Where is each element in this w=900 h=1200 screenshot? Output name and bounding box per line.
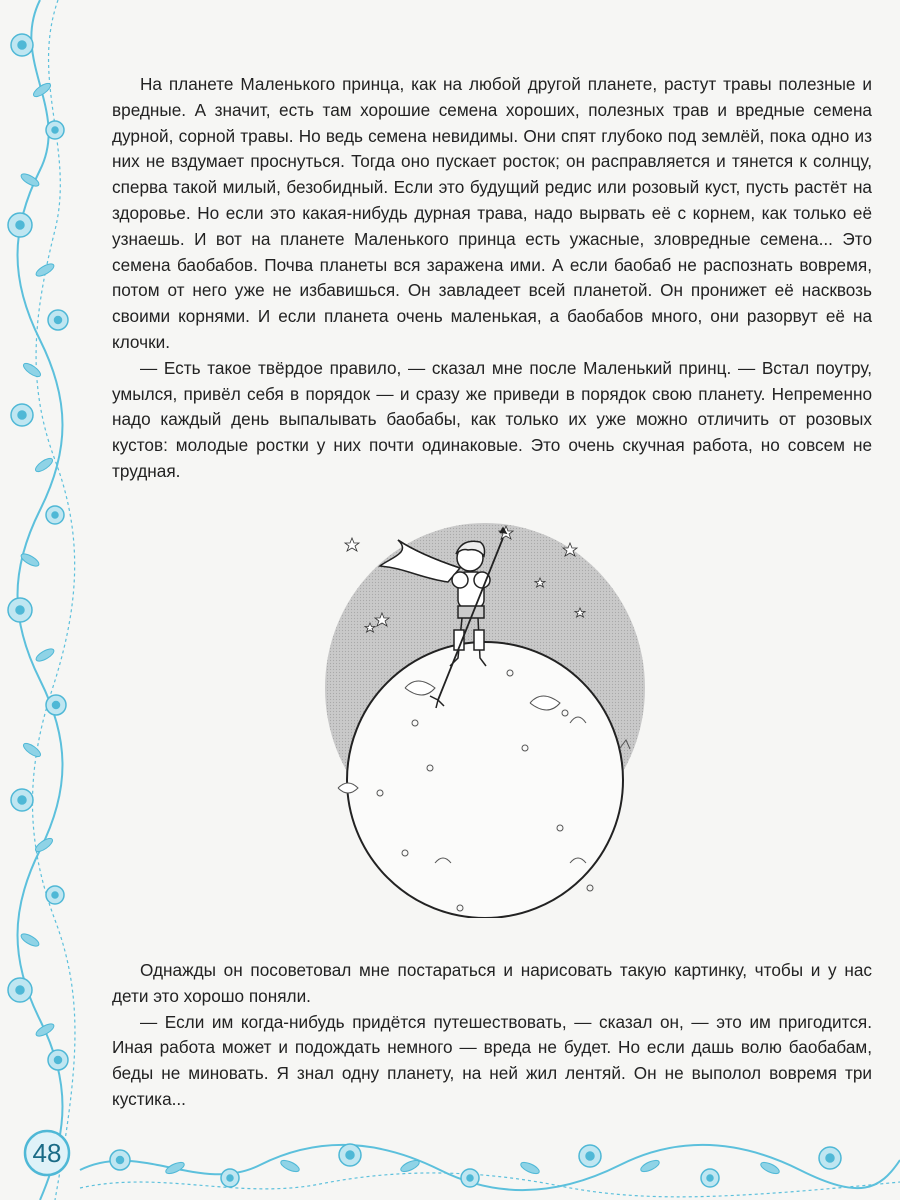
text-block-top	[112, 72, 872, 485]
page-number-text: 48	[32, 1137, 62, 1168]
paragraph-1: На планете Маленького принца, как на любой другой планете, растут травы полезные и вредные. А значит, есть там хорошие семена хороших, полезных трав и вредные семена дурной, сорной травы. Но ведь семена невидимы. Они спят глубоко под землёй, пока одно из них не вздумает проснуться. Тогда оно пускает росток; он расправляется и тянется к солнцу, сперва такой милый, безобидный. Если это будущий редис или розовый куст, пусть растёт на здоровье. Но если это какая-нибудь дурная трава, надо вырвать её с корнем, как только её узнаешь. И вот на планете Маленького принца есть ужасные, зловредные семена... Это семена баобабов. Почва планеты вся заражена ими. А если баобаб не распознать вовремя, потом от него уже не избавишься. Он завладеет всей планетой. Он пронижет её насквозь своими корнями. И если планета очень маленькая, а баобабов много, они разорвут её на клочки.	[112, 74, 872, 352]
bottom-ornament-border	[0, 1120, 900, 1200]
little-prince-on-planet-illustration	[320, 518, 650, 918]
text-block-bottom	[112, 958, 872, 1113]
page-number	[22, 1128, 72, 1178]
left-ornament-border	[0, 0, 80, 1200]
paragraph-2: — Есть такое твёрдое правило, — сказал мне после Маленький принц. — Встал поутру, умылся, привёл себя в порядок — и сразу же приведи в порядок свою планету. Непременно надо каждый день выпалывать баобабы, как только их уже можно отличить от розовых кустов: молодые ростки у них почти одинаковые. Это очень скучная работа, но совсем не трудная.	[112, 357, 872, 481]
paragraph-4: — Если им когда-нибудь придётся путешествовать, — сказал он, — это им пригодится. Иная работа может и подождать немного — вреда не будет. Но если дашь волю баобабам, беды не миновать. Я знал одну планету, на ней жил лентяй. Он не выполол вовремя три кустика...	[112, 1011, 872, 1109]
paragraph-3: Однажды он посоветовал мне постараться и нарисовать такую картинку, чтобы и у нас дети это хорошо поняли.	[112, 960, 872, 1006]
planet	[347, 642, 623, 918]
